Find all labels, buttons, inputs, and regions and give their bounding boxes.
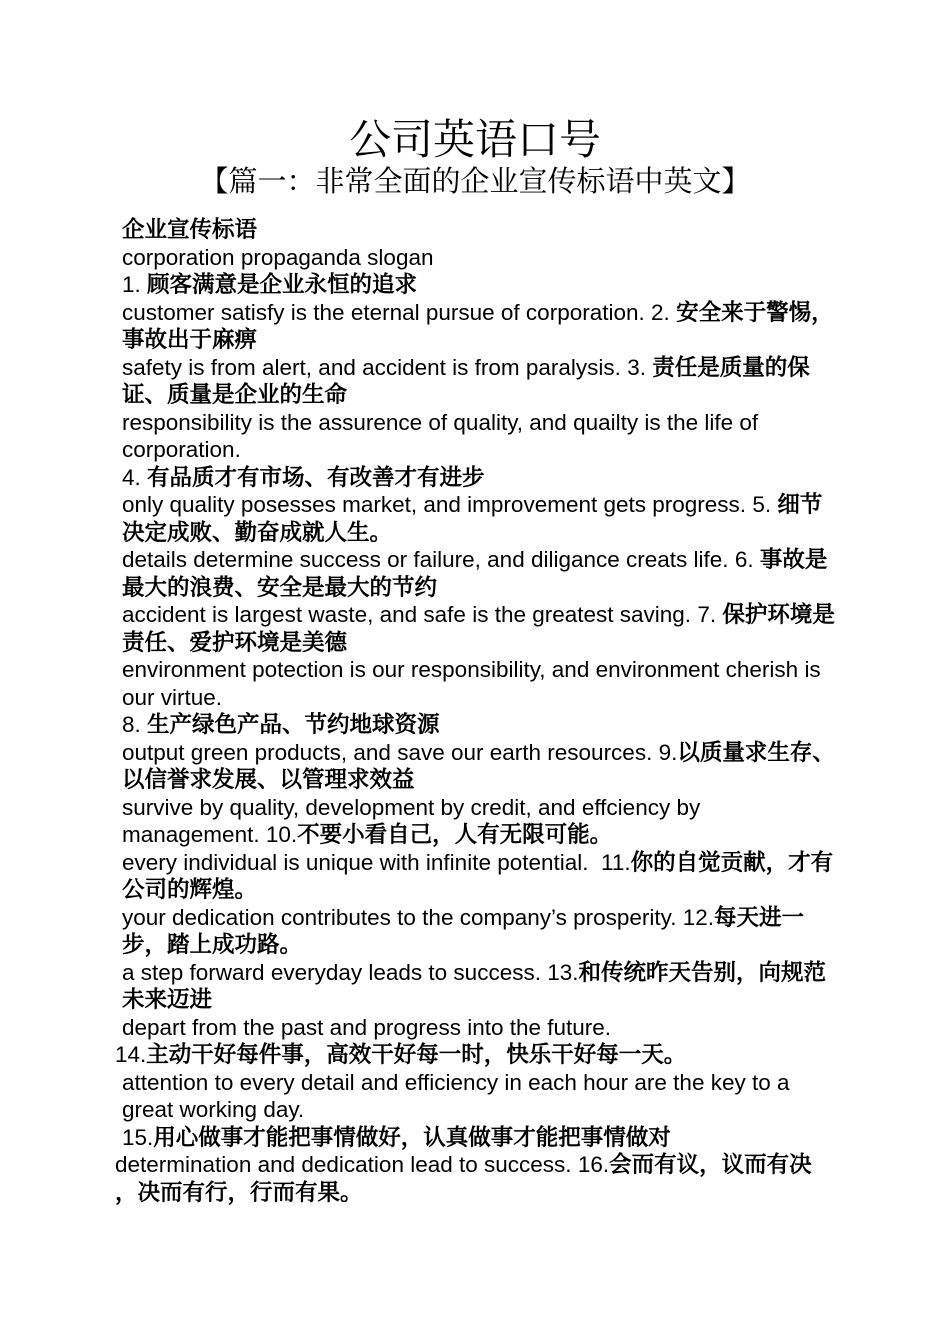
item-en: customer satisfy is the eternal pursue of corporation. [122,299,645,325]
item-cn: 安全来于警惕，事故出于麻痹 [122,299,834,352]
list-item [115,1014,837,1042]
item-number: 7. [697,602,717,627]
list-item [115,354,837,409]
item-number: 8. [122,712,141,737]
item-en: every individual is unique with infinite potential. [122,849,589,875]
item-number: 5. [752,492,772,517]
item-number: 12. [682,904,715,930]
page-title: 公司英语口号 [348,116,601,163]
item-number: 11. [601,849,631,875]
item-en: accident is largest waste, and safe is the greatest saving. [122,602,692,627]
item-number: 6. [734,547,754,572]
section-heading-cn: 企业宣传标语 [122,217,258,242]
item-en: depart from the past and progress into the future. [122,1014,612,1040]
item-cn: 细节决定成败、勤奋成就人生。 [122,492,823,545]
list-item [115,1151,837,1206]
list-item [115,794,837,849]
item-cn: 事故是最大的浪费、安全是最大的节约 [122,547,828,600]
item-number: 14. [115,1042,147,1067]
page-subtitle: 【篇一：非常全面的企业宣传标语中英文】 [199,166,751,198]
list-item [115,409,837,464]
item-cn: 保护环境是责任、爱护环境是美德 [122,602,835,655]
item-cn: 有品质才有市场、有改善才有进步 [147,464,485,490]
item-cn: 你的自觉贡献，才有公司的辉煌。 [122,849,834,902]
item-cn: 责任是质量的保证、质量是企业的生命 [122,354,810,407]
item-cn: 会而有议，议而有决 ，决而有行，行而有果。 [115,1152,812,1205]
item-cn: 以质量求生存、以信誉求发展、以管理求效益 [122,739,835,792]
item-number: 3. [627,354,646,380]
list-item [115,601,837,656]
section-heading-en: corporation propaganda slogan [122,244,434,270]
item-cn: 每天进一步，踏上成功路。 [122,904,805,957]
item-cn: 和传统昨天告别，向规范未来迈进 [122,959,827,1012]
item-en: details determine success or failure, and diligance creats life. [122,547,729,572]
item-number: 16. [577,1152,610,1177]
item-en: environment potection is our responsibility, and environment cherish is our virtue. [122,657,821,710]
item-en: attention to every detail and efficiency in each hour are the key to a great working day. [122,1069,790,1122]
list-item [115,491,837,546]
document-body [115,216,837,1206]
item-en: safety is from alert, and accident is from paralysis. [122,354,621,380]
item-cn: 主动干好每件事，高效干好每一时，快乐干好每一天。 [146,1042,687,1067]
item-number: 9. [658,739,678,765]
item-en: a step forward everyday leads to success. [122,959,541,985]
item-number: 4. [122,464,141,490]
list-item [115,656,837,711]
item-en: your dedication contributes to the company’s prosperity. [122,904,677,930]
item-cn: 不要小看自己，人有无限可能。 [297,822,613,847]
list-item [115,959,837,1014]
list-item [115,1124,837,1152]
list-item [115,739,837,794]
list-item [115,904,837,959]
list-item [115,1041,837,1069]
item-cn: 生产绿色产品、节约地球资源 [147,712,440,737]
item-en: survive by quality, development by credit, and effciency by management. [122,794,701,847]
item-cn: 顾客满意是企业永恒的追求 [147,272,418,297]
list-item [115,299,837,354]
item-number: 10. [265,822,298,847]
item-number: 2. [651,299,670,325]
item-en: responsibility is the assurence of quality, and quailty is the life of corporation. [122,409,759,462]
list-item [115,464,837,492]
list-item [115,1069,837,1124]
list-item [115,849,837,904]
item-en: only quality posesses market, and improvement gets progress. [122,492,747,517]
item-en: determination and dedication lead to success. [115,1152,572,1177]
item-number: 1. [122,272,141,297]
list-item [115,711,837,739]
item-number: 15. [122,1124,154,1150]
list-item [115,546,837,601]
item-en: output green products, and save our earth resources. [122,739,653,765]
item-cn: 用心做事才能把事情做好，认真做事才能把事情做对 [153,1124,671,1150]
item-number: 13. [547,959,579,985]
list-item [115,271,837,299]
